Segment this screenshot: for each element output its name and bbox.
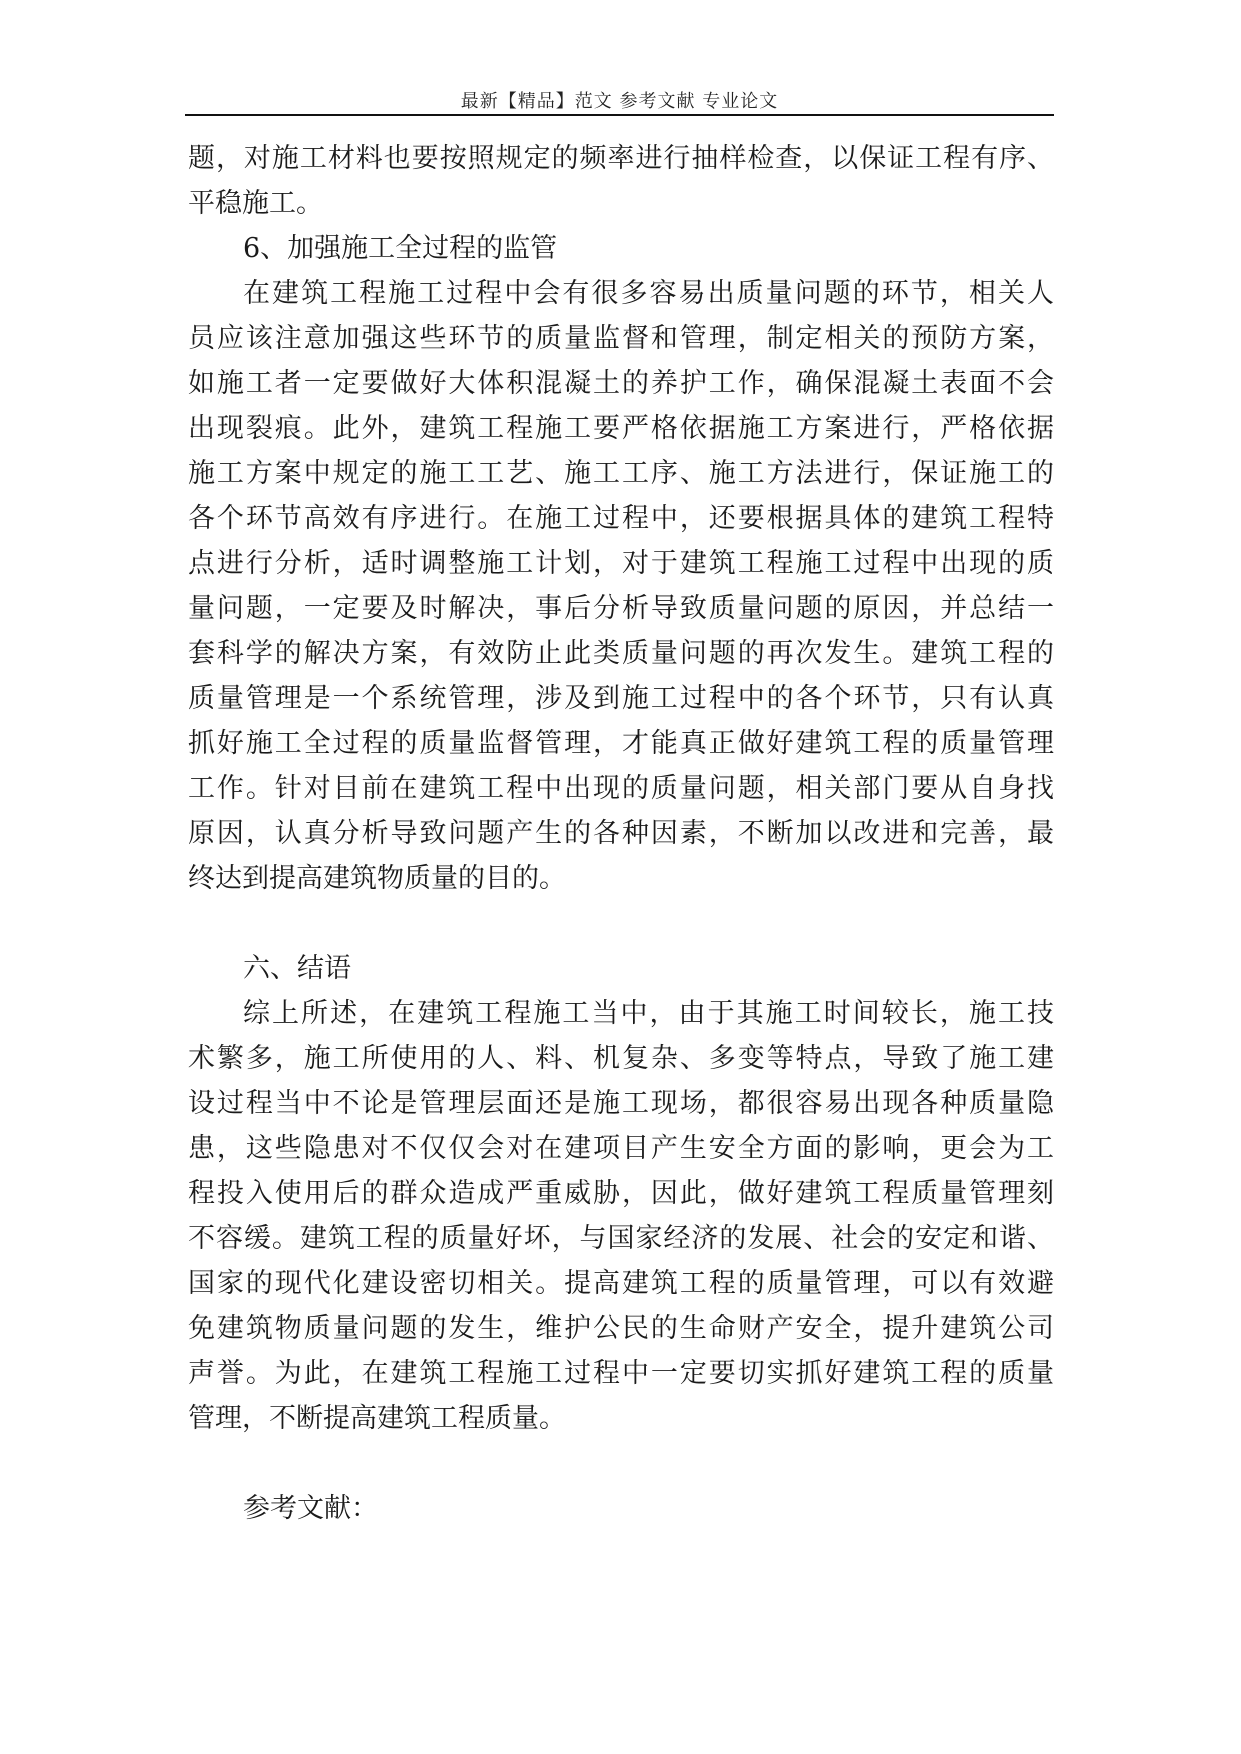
references-heading: 参考文献： <box>243 1493 378 1524</box>
body-line: 施工方案中规定的施工工艺、施工工序、施工方法进行，保证施工的 <box>188 458 1054 489</box>
blank-line <box>188 901 1054 946</box>
body-line: 套科学的解决方案，有效防止此类质量问题的再次发生。建筑工程的 <box>188 638 1054 669</box>
body-line: 不容缓。建筑工程的质量好坏，与国家经济的发展、社会的安定和谐、 <box>188 1223 1054 1254</box>
body-line: 原因，认真分析导致问题产生的各种因素，不断加以改进和完善，最 <box>188 818 1054 849</box>
page-header: 最新【精品】范文 参考文献 专业论文 <box>460 91 779 112</box>
body-line: 量问题，一定要及时解决，事后分析导致质量问题的原因，并总结一 <box>188 593 1054 624</box>
body-line: 终达到提高建筑物质量的目的。 <box>188 863 566 894</box>
section-heading: 6、加强施工全过程的监管 <box>243 233 558 264</box>
body-line: 员应该注意加强这些环节的质量监督和管理，制定相关的预防方案， <box>188 323 1054 354</box>
body-line: 平稳施工。 <box>188 188 323 219</box>
body-line: 点进行分析，适时调整施工计划，对于建筑工程施工过程中出现的质 <box>188 548 1054 579</box>
body-line: 程投入使用后的群众造成严重威胁，因此，做好建筑工程质量管理刻 <box>188 1178 1054 1209</box>
body-line: 抓好施工全过程的质量监督管理，才能真正做好建筑工程的质量管理 <box>188 728 1054 759</box>
body-line: 题，对施工材料也要按照规定的频率进行抽样检查，以保证工程有序、 <box>188 143 1054 174</box>
header-rule <box>185 114 1054 116</box>
body-line: 管理，不断提高建筑工程质量。 <box>188 1403 566 1434</box>
body-line: 综上所述，在建筑工程施工当中，由于其施工时间较长，施工技 <box>243 998 1054 1029</box>
body-line: 在建筑工程施工过程中会有很多容易出质量问题的环节，相关人 <box>243 278 1054 309</box>
body-line: 国家的现代化建设密切相关。提高建筑工程的质量管理，可以有效避 <box>188 1268 1054 1299</box>
body-line: 工作。针对目前在建筑工程中出现的质量问题，相关部门要从自身找 <box>188 773 1054 804</box>
body-line: 各个环节高效有序进行。在施工过程中，还要根据具体的建筑工程特 <box>188 503 1054 534</box>
body-line: 患，这些隐患对不仅仅会对在建项目产生安全方面的影响，更会为工 <box>188 1133 1054 1164</box>
document-body <box>188 136 1054 1531</box>
body-line: 出现裂痕。此外，建筑工程施工要严格依据施工方案进行，严格依据 <box>188 413 1054 444</box>
body-line: 设过程当中不论是管理层面还是施工现场，都很容易出现各种质量隐 <box>188 1088 1054 1119</box>
body-line: 质量管理是一个系统管理，涉及到施工过程中的各个环节，只有认真 <box>188 683 1054 714</box>
body-line: 声誉。为此，在建筑工程施工过程中一定要切实抓好建筑工程的质量 <box>188 1358 1054 1389</box>
section-heading: 六、结语 <box>243 953 351 984</box>
body-line: 如施工者一定要做好大体积混凝土的养护工作，确保混凝土表面不会 <box>188 368 1054 399</box>
body-line: 免建筑物质量问题的发生，维护公民的生命财产安全，提升建筑公司 <box>188 1313 1054 1344</box>
blank-line <box>188 1441 1054 1486</box>
body-line: 术繁多，施工所使用的人、料、机复杂、多变等特点，导致了施工建 <box>188 1043 1054 1074</box>
